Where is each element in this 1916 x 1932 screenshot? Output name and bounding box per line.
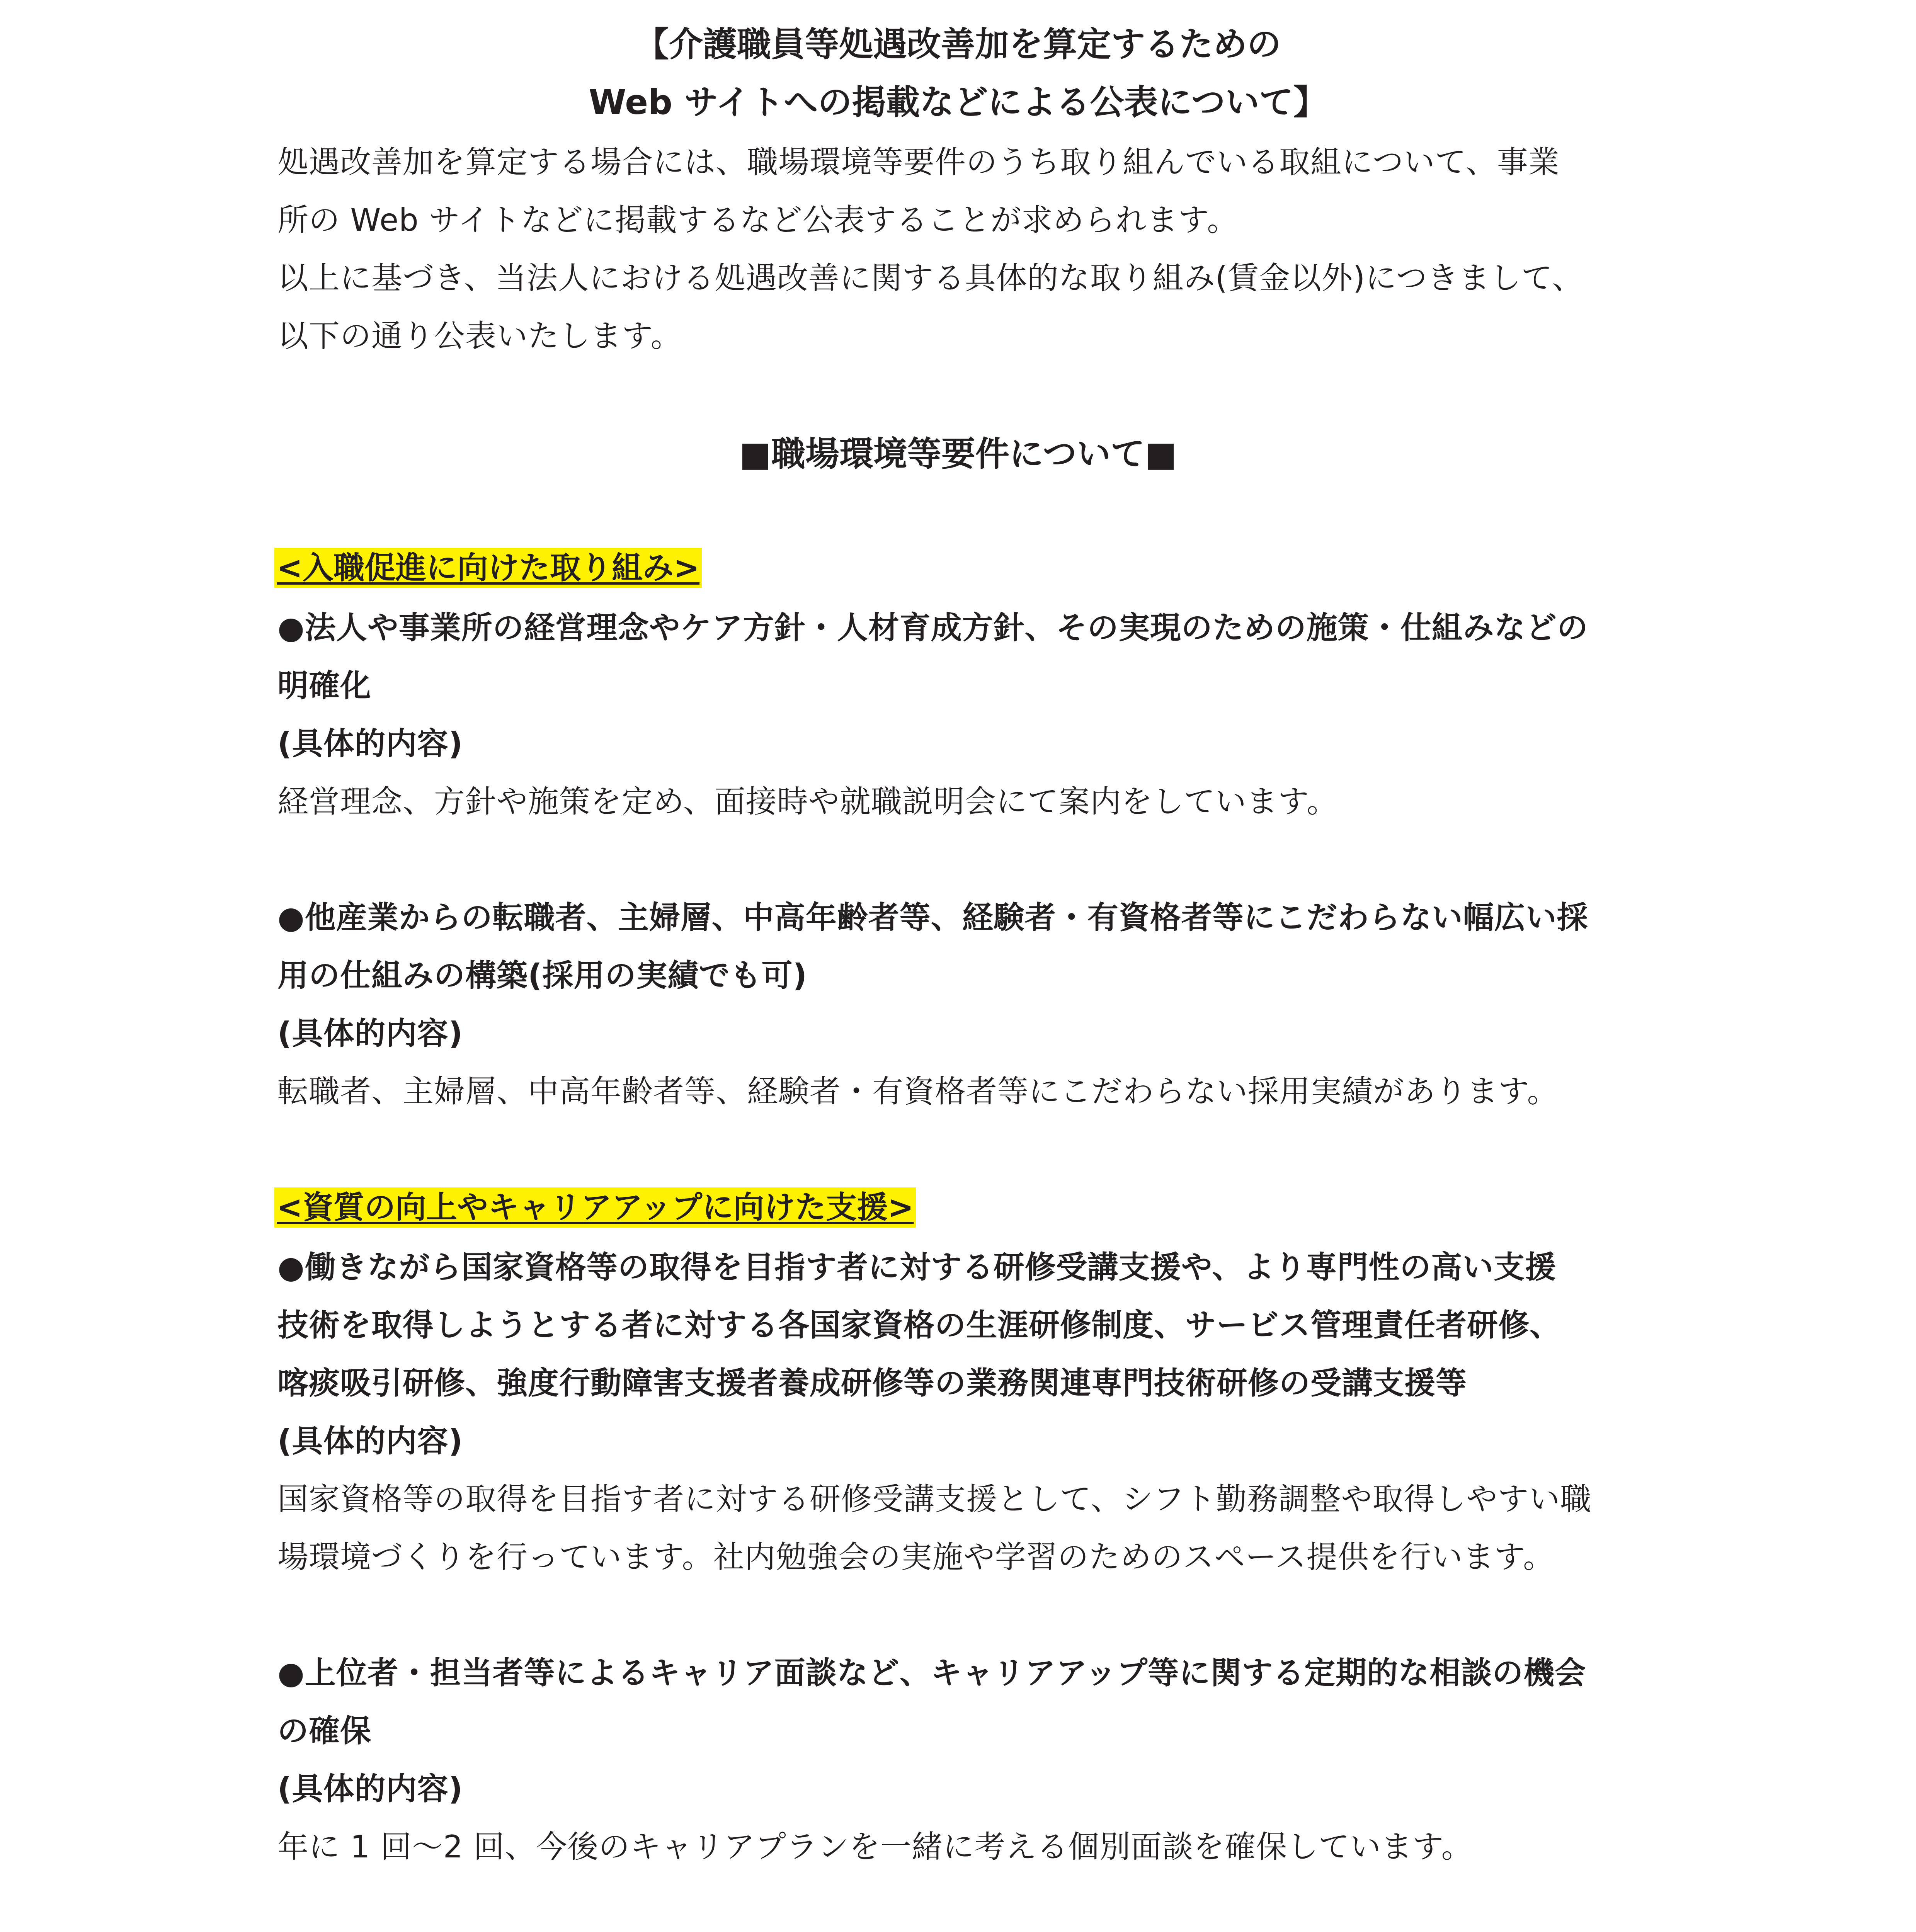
detail-text-line: 場環境づくりを行っています。社内勉強会の実施や学習のためのスペース提供を行います。: [277, 1539, 1555, 1575]
detail-label: (具体的内容): [277, 726, 463, 762]
detail-text-line: 国家資格等の取得を目指す者に対する研修受講支援として、シフト勤務調整や取得しやすい職: [277, 1481, 1592, 1517]
document-title-line-2: Web サイトへの掲載などによる公表について】: [589, 82, 1327, 122]
requirement-line: ●他産業からの転職者、主婦層、中高年齢者等、経験者・有資格者等にこだわらない幅広い採: [277, 900, 1588, 935]
requirement-line: 技術を取得しようとする者に対する各国家資格の生涯研修制度、サービス管理責任者研修、: [277, 1307, 1561, 1343]
category-heading-recruitment: <入職促進に向けた取り組み>: [274, 548, 702, 588]
intro-text-line: 以下の通り公表いたします。: [277, 318, 682, 354]
requirement-line: の確保: [277, 1713, 371, 1749]
detail-label: (具体的内容): [277, 1015, 463, 1051]
intro-text-line: 所の Web サイトなどに掲載するなど公表することが求められます。: [277, 202, 1239, 238]
intro-text-line: 処遇改善加を算定する場合には、職場環境等要件のうち取り組んでいる取組について、事業: [277, 144, 1560, 180]
requirement-line: ●働きながら国家資格等の取得を目指す者に対する研修受講支援や、より専門性の高い支援: [277, 1249, 1557, 1285]
document-title-line-1: 【介護職員等処遇改善加を算定するための: [635, 24, 1281, 64]
requirement-line: 喀痰吸引研修、強度行動障害支援者養成研修等の業務関連専門技術研修の受講支援等: [277, 1365, 1467, 1401]
detail-label: (具体的内容): [277, 1423, 463, 1459]
intro-text-line: 以上に基づき、当法人における処遇改善に関する具体的な取り組み(賃金以外)につきまして、: [277, 260, 1584, 296]
detail-text-line: 経営理念、方針や施策を定め、面接時や就職説明会にて案内をしています。: [277, 784, 1338, 820]
requirement-line: ●上位者・担当者等によるキャリア面談など、キャリアアップ等に関する定期的な相談の機会: [277, 1655, 1586, 1691]
requirement-line: 用の仕組みの構築(採用の実績でも可): [277, 957, 808, 993]
detail-text-line: 転職者、主婦層、中高年齢者等、経験者・有資格者等にこだわらない採用実績があります。: [277, 1073, 1559, 1109]
detail-text-line: 年に 1 回～2 回、今後のキャリアプランを一緒に考える個別面談を確保しています。: [277, 1829, 1473, 1865]
detail-label: (具体的内容): [277, 1771, 463, 1807]
section-heading: ■職場環境等要件について■: [739, 434, 1177, 474]
requirement-line: 明確化: [277, 668, 371, 704]
category-heading-career-support: <資質の向上やキャリアアップに向けた支援>: [274, 1187, 916, 1228]
requirement-line: ●法人や事業所の経営理念やケア方針・人材育成方針、その実現のための施策・仕組みなどの: [277, 610, 1588, 646]
